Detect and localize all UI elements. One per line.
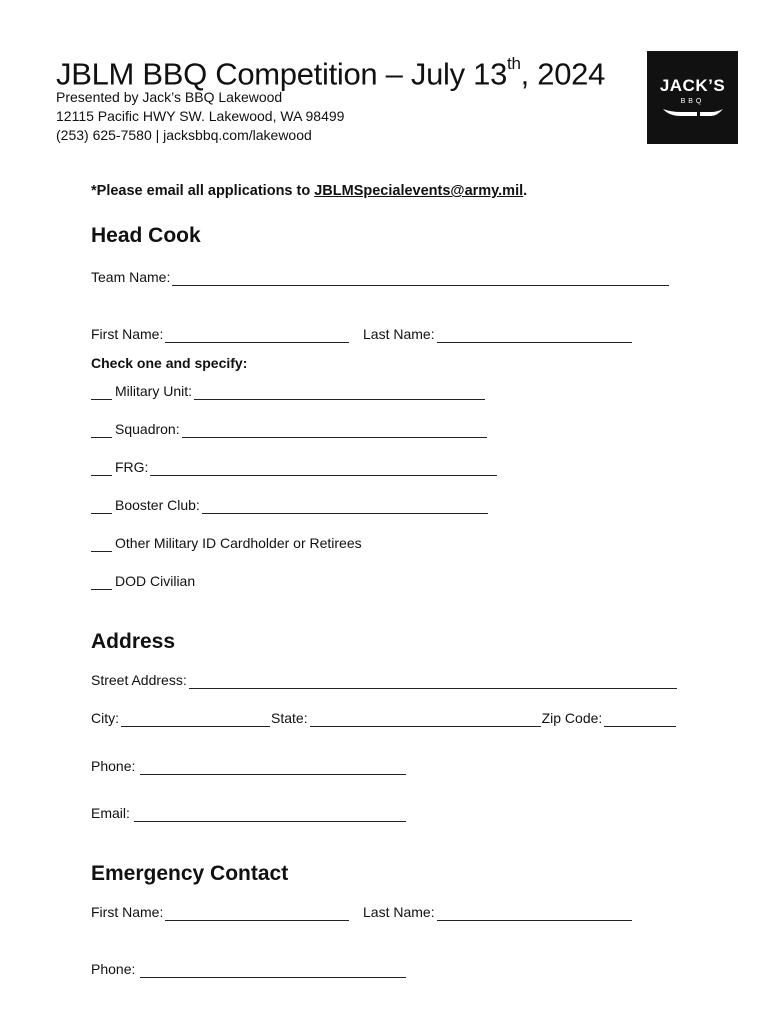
head-cook-heading: Head Cook [91,224,201,247]
title-ordinal-suffix: th [507,54,521,73]
address-phone-row [91,757,406,775]
first-name-field[interactable] [165,329,349,343]
emergency-phone-row [91,960,406,978]
logo-sub-text: BBQ [680,98,705,105]
option-military-unit [91,382,485,400]
option-booster-club [91,496,488,514]
emergency-last-name-field[interactable] [437,907,632,921]
city-label: City: [91,710,119,726]
team-name-field[interactable] [172,272,669,286]
option-dod-civilian [91,572,195,590]
emergency-first-name-row [91,903,349,921]
dod-civilian-label: DOD Civilian [115,573,196,589]
street-address-label: Street Address: [91,672,187,688]
venue-address-text: 12115 Pacific HWY SW. Lakewood, WA 98499 [56,108,345,124]
logo-name-text: JACK’S [659,76,726,95]
street-address-row [91,671,677,689]
option-other-military [91,534,362,552]
note-prefix-text: *Please email all applications to [91,183,315,199]
city-field[interactable] [121,713,270,727]
email-instructions [91,183,527,199]
team-name-row [91,268,669,286]
emergency-phone-label: Phone: [91,961,136,977]
emergency-first-name-field[interactable] [165,907,349,921]
state-label: State: [271,710,308,726]
address-email-row [91,804,406,822]
military-unit-field[interactable] [194,386,485,400]
address-heading: Address [91,630,176,653]
venue-contact-text: (253) 625-7580 | jacksbbq.com/lakewood [56,127,312,143]
check-one-label: Check one and specify: [91,355,248,371]
frg-label: FRG: [115,459,149,475]
zip-code-field[interactable] [604,713,676,727]
option-squadron [91,420,487,438]
phone-label: Phone: [91,758,136,774]
head-cook-first-name-row [91,325,349,343]
other-military-label: Other Military ID Cardholder or Retirees [115,535,362,551]
email-label: Email: [91,805,130,821]
state-field[interactable] [310,713,541,727]
last-name-label: Last Name: [363,326,435,342]
emergency-first-name-label: First Name: [91,904,164,920]
title-year-text: , 2024 [520,56,606,92]
booster-club-label: Booster Club: [115,497,200,513]
military-unit-label: Military Unit: [115,383,193,399]
emergency-last-name-label: Last Name: [363,904,435,920]
phone-field[interactable] [140,761,406,775]
note-suffix-text: . [523,183,528,199]
option-frg [91,458,497,476]
frg-check-blank[interactable] [91,462,112,476]
military-unit-check-blank[interactable] [91,386,112,400]
dod-civilian-check-blank[interactable] [91,576,112,590]
last-name-field[interactable] [437,329,632,343]
other-military-check-blank[interactable] [91,538,112,552]
presented-by-text: Presented by Jack’s BBQ Lakewood [56,89,283,105]
squadron-label: Squadron: [115,421,180,437]
booster-club-field[interactable] [202,500,488,514]
street-address-field[interactable] [189,675,677,689]
booster-club-check-blank[interactable] [91,500,112,514]
submission-email-link[interactable]: JBLMSpecialevents@army.mil [314,183,524,199]
emergency-contact-heading: Emergency Contact [91,862,289,885]
zip-code-label: Zip Code: [541,710,603,726]
first-name-label: First Name: [91,326,164,342]
email-field[interactable] [134,808,406,822]
emergency-phone-field[interactable] [140,964,406,978]
knife-icon [661,107,725,119]
head-cook-last-name-row [363,325,632,343]
frg-field[interactable] [150,462,497,476]
title-main-text: JBLM BBQ Competition – July 13 [56,56,508,92]
jacks-bbq-logo [647,51,738,144]
emergency-last-name-row [363,903,632,921]
team-name-label: Team Name: [91,269,171,285]
squadron-field[interactable] [182,424,487,438]
squadron-check-blank[interactable] [91,424,112,438]
city-state-zip-row [91,709,676,727]
